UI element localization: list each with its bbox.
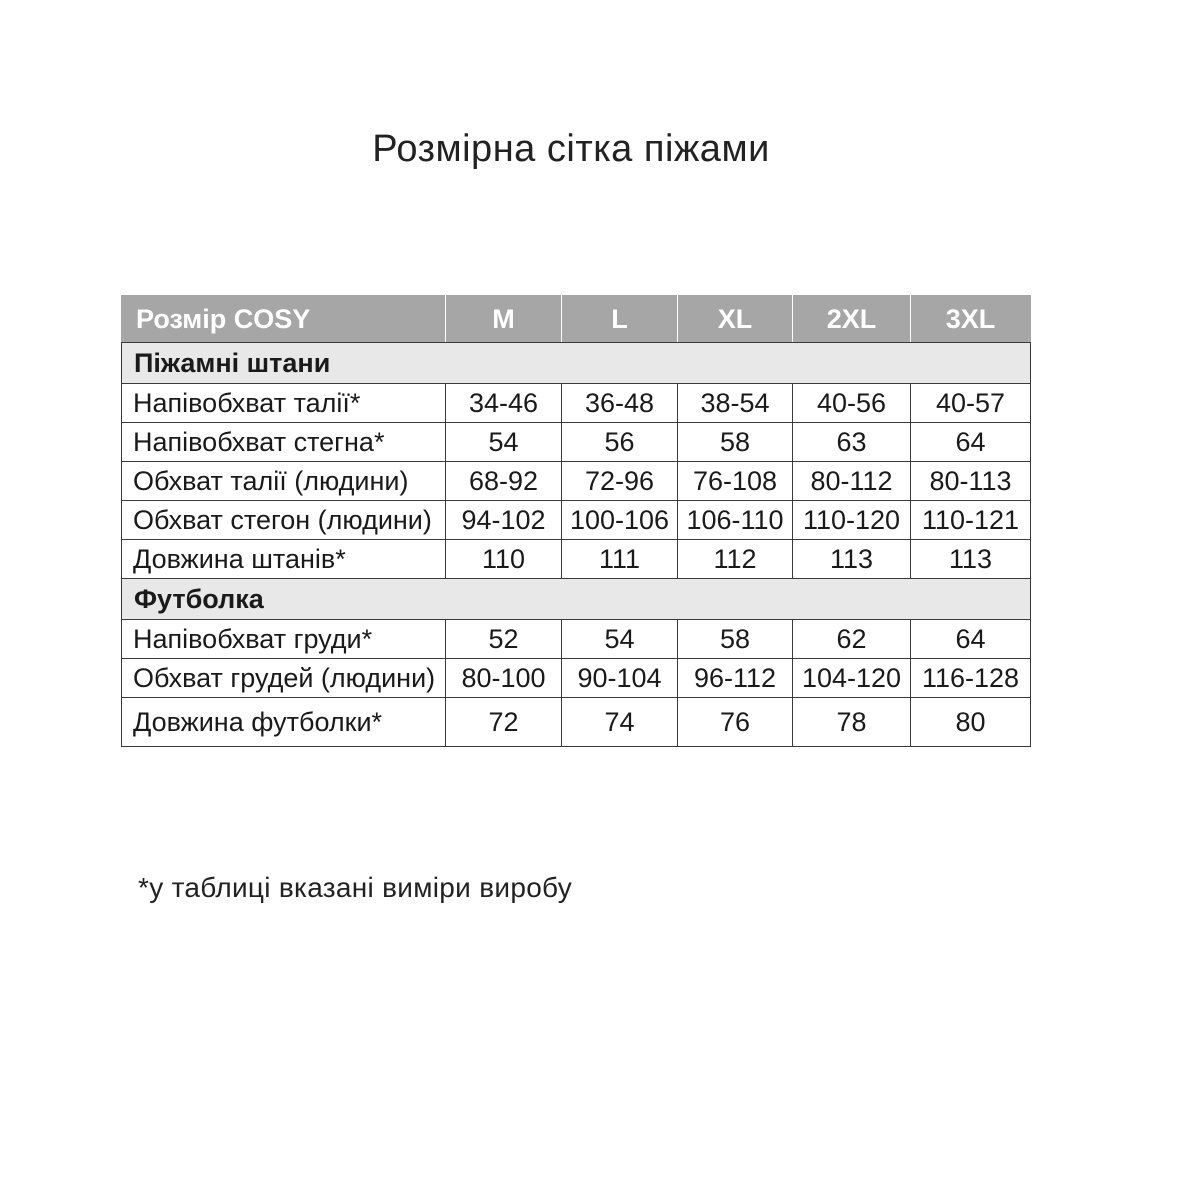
table-row	[122, 620, 1031, 659]
measurement-label: Обхват грудей (людини)	[122, 659, 446, 698]
measurement-value: 110	[446, 540, 562, 579]
measurement-label: Обхват талії (людини)	[122, 462, 446, 501]
measurement-label: Напівобхват стегна*	[122, 423, 446, 462]
measurement-value: 80	[911, 698, 1031, 747]
measurement-label: Напівобхват груди*	[122, 620, 446, 659]
measurement-value: 34-46	[446, 384, 562, 423]
measurement-value: 64	[911, 423, 1031, 462]
section-title: Футболка	[122, 579, 1031, 620]
measurement-value: 110-120	[793, 501, 911, 540]
measurement-value: 80-113	[911, 462, 1031, 501]
header-cell-l: L	[562, 296, 678, 343]
header-cell-2xl: 2XL	[793, 296, 911, 343]
measurement-value: 40-57	[911, 384, 1031, 423]
measurement-value: 40-56	[793, 384, 911, 423]
measurement-value: 106-110	[678, 501, 793, 540]
section-title: Піжамні штани	[122, 343, 1031, 384]
measurement-label: Довжина футболки*	[122, 698, 446, 747]
measurement-value: 116-128	[911, 659, 1031, 698]
header-cell-xl: XL	[678, 296, 793, 343]
measurement-value: 62	[793, 620, 911, 659]
measurement-value: 110-121	[911, 501, 1031, 540]
measurement-value: 113	[793, 540, 911, 579]
measurement-value: 80-100	[446, 659, 562, 698]
measurement-value: 76	[678, 698, 793, 747]
measurement-value: 54	[562, 620, 678, 659]
table-row	[122, 698, 1031, 747]
measurement-value: 68-92	[446, 462, 562, 501]
measurement-value: 76-108	[678, 462, 793, 501]
measurement-value: 80-112	[793, 462, 911, 501]
measurement-value: 63	[793, 423, 911, 462]
footnote: *у таблиці вказані виміри виробу	[138, 872, 573, 903]
measurement-value: 113	[911, 540, 1031, 579]
page-title: Розмірна сітка піжами	[372, 128, 770, 170]
table-row	[122, 462, 1031, 501]
section-row	[122, 343, 1031, 384]
measurement-value: 104-120	[793, 659, 911, 698]
section-row	[122, 579, 1031, 620]
measurement-value: 94-102	[446, 501, 562, 540]
measurement-label: Довжина штанів*	[122, 540, 446, 579]
measurement-value: 64	[911, 620, 1031, 659]
measurement-value: 100-106	[562, 501, 678, 540]
measurement-value: 54	[446, 423, 562, 462]
measurement-value: 56	[562, 423, 678, 462]
measurement-value: 58	[678, 423, 793, 462]
table-header-row	[122, 296, 1031, 343]
table-row	[122, 540, 1031, 579]
header-cell-3xl: 3XL	[911, 296, 1031, 343]
measurement-value: 52	[446, 620, 562, 659]
measurement-value: 111	[562, 540, 678, 579]
measurement-value: 38-54	[678, 384, 793, 423]
measurement-value: 72	[446, 698, 562, 747]
measurement-value: 90-104	[562, 659, 678, 698]
table-row	[122, 659, 1031, 698]
measurement-value: 96-112	[678, 659, 793, 698]
measurement-label: Напівобхват талії*	[122, 384, 446, 423]
table-row	[122, 384, 1031, 423]
measurement-value: 112	[678, 540, 793, 579]
measurement-value: 36-48	[562, 384, 678, 423]
measurement-value: 58	[678, 620, 793, 659]
header-cell-m: M	[446, 296, 562, 343]
measurement-label: Обхват стегон (людини)	[122, 501, 446, 540]
table-row	[122, 501, 1031, 540]
measurement-value: 74	[562, 698, 678, 747]
table-row	[122, 423, 1031, 462]
measurement-value: 72-96	[562, 462, 678, 501]
header-cell-size-label: Розмір COSY	[122, 296, 446, 343]
size-table	[121, 295, 1031, 747]
measurement-value: 78	[793, 698, 911, 747]
